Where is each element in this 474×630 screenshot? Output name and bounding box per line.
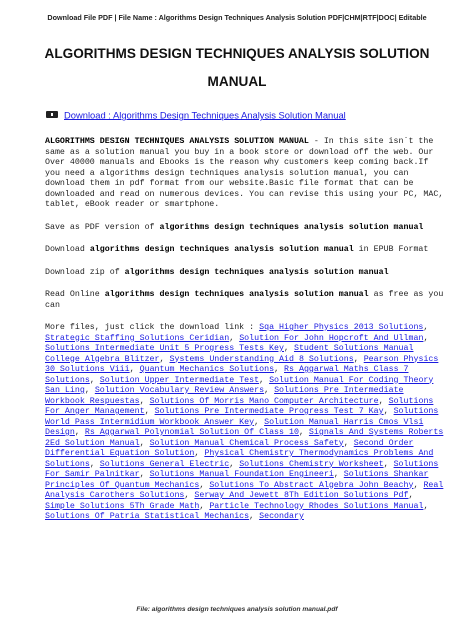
intro-bold: ALGORITHMS DESIGN TECHNIQUES ANALYSIS SOLUTION MANUAL xyxy=(45,137,309,146)
related-file-link[interactable]: Particle Technology Rhodes Solutions Manual xyxy=(209,501,424,511)
related-file-link[interactable]: Physical Chemistry Thermodynamics Problems And Solutions xyxy=(45,449,434,469)
related-file-link[interactable]: Solution For John Hopcroft And Ullman xyxy=(239,333,424,343)
format-post: in EPUB Format xyxy=(353,245,429,254)
page-footer: File: algorithms design techniques analysis solution manual.pdf xyxy=(136,606,338,613)
related-file-link[interactable]: Secondary xyxy=(259,512,304,521)
related-file-link[interactable]: Solution Vocabulary Review Answers xyxy=(94,386,265,395)
format-line xyxy=(45,245,445,256)
format-line xyxy=(45,268,445,279)
related-file-link[interactable]: Signals And Systems Roberts 2Ed Solution Manual xyxy=(45,428,444,448)
related-file-link[interactable]: Second Order Differential Equation Solution xyxy=(45,438,414,458)
format-post: as free as you can xyxy=(45,290,444,310)
download-row xyxy=(46,106,346,120)
related-file-link[interactable]: Solutions To Abstract Algebra John Beachy xyxy=(209,480,414,490)
format-pre: Download xyxy=(45,245,90,254)
related-file-link[interactable]: Real Analysis Carothers Solutions xyxy=(45,480,444,500)
intro-text: - In this site isn`t the same as a solution manual you buy in a book store or download off the web. Our Over 40000 manuals and Ebooks is the reason why customers keep coming back.If you need a algorithms design techniques analysis solution manual, you can download them in pdf format from our website.Basic file format that can be downloaded and read on numerous devices. You can revise this using your PC, MAC, tablet, eBook reader or smartphone. xyxy=(45,137,444,209)
document-body xyxy=(45,137,445,535)
related-file-link[interactable]: Systems Understanding Aid 8 Solutions xyxy=(169,354,354,364)
related-file-link[interactable]: Rs Aggarwal Maths Class 7 Solutions xyxy=(45,365,409,385)
related-file-link[interactable]: Solutions Chemistry Worksheet xyxy=(239,459,384,469)
related-file-link[interactable]: Solution Manual Chemical Process Safety xyxy=(149,438,344,448)
download-link[interactable]: Download : Algorithms Design Techniques Analysis Solution Manual xyxy=(64,109,346,121)
related-file-link[interactable]: Solutions World Pass Intermidium Workbook Answer Key xyxy=(45,407,439,427)
related-file-link[interactable]: Solutions For Anger Management xyxy=(45,396,434,416)
format-pre: Download zip of xyxy=(45,267,125,277)
download-icon xyxy=(46,111,58,118)
related-file-link[interactable]: Solutions General Electric xyxy=(99,459,230,469)
related-file-link[interactable]: Solutions Pre Intermediate Progress Test 7 Kay xyxy=(154,407,384,416)
format-bold: algorithms design techniques analysis solution manual xyxy=(124,267,389,277)
related-file-link[interactable]: Solutions Pre Intermediate Workbook Respuestas xyxy=(45,386,404,406)
related-file-link[interactable]: Sqa Higher Physics 2013 Solutions xyxy=(259,323,424,332)
related-file-link[interactable]: Solution Upper Intermediate Test xyxy=(99,375,260,385)
format-bold: algorithms design techniques analysis solution manual xyxy=(159,222,424,232)
related-file-link[interactable]: Pearson Physics 30 Solutions Viii xyxy=(45,354,439,374)
more-files-lead: More files, just click the download link : xyxy=(45,323,260,332)
related-file-link[interactable]: Solutions For Samir Palnitkar xyxy=(45,459,439,479)
intro-paragraph xyxy=(45,137,445,211)
format-line xyxy=(45,223,445,234)
related-file-link[interactable]: Solution Manual Harris Cmos Vlsi Design xyxy=(45,417,424,437)
related-file-link[interactable]: Student Solutions Manual College Algebra Blitzer xyxy=(45,344,414,364)
page-header: Download File PDF | File Name : Algorithms Design Techniques Analysis Solution PDF|CHM|RTF|DOC| Editable xyxy=(47,13,427,22)
format-pre: Save as PDF version of xyxy=(45,222,160,232)
related-file-link[interactable]: Strategic Staffing Solutions Ceridian xyxy=(45,333,230,343)
more-files-paragraph: More files, just click the download link : Sqa Higher Physics 2013 Solutions, Strategic Staffing Solutions Ceridian, Solution For John Hopcroft And Ullman, Solutions Intermediate Unit 5 Progress Tests Key, Student Solutions Manual College Algebra Blitzer, Systems Understanding Aid 8 Solutions, Pearson Physics 30 Solutions Viii, Quantum Mechanics Solutions, Rs Aggarwal Maths Class 7 Solutions, Solution Upper Intermediate Test, Solution Manual For Coding Theory San Ling, Solution Vocabulary Review Answers, Solutions Pre Intermediate Workbook Respuestas, Solutions Of Morris Mano Computer Architecture, Solutions For Anger Management, Solutions Pre Intermediate Progress Test 7 Kay, Solutions World Pass Intermidium Workbook Answer Key, Solution Manual Harris Cmos Vlsi Design, Rs Aggarwal Polynomial Solution Of Class 10, Signals And Systems Roberts 2Ed Solution Manual, Solution Manual Chemical Process Safety, Second Order Differential Equation Solution, Physical Chemistry Thermodynamics Problems And Solutions, Solutions General Electric, Solutions Chemistry Worksheet, Solutions For Samir Palnitkar, Solutions Manual Foundation Engineeri, Solutions Shankar Principles Of Quantum Mechanics, Solutions To Abstract Algebra John Beachy, Real Analysis Carothers Solutions, Serway And Jewett 8Th Edition Solutions Pdf, Simple Solutions 5Th Grade Math, Particle Technology Rhodes Solutions Manual, Solutions Of Patria Statistical Mechanics, Secondary xyxy=(45,323,444,521)
format-bold: algorithms design techniques analysis solution manual xyxy=(89,245,354,254)
related-file-link[interactable]: Solutions Intermediate Unit 5 Progress Tests Key xyxy=(45,344,284,353)
related-file-link[interactable]: Solution Manual For Coding Theory San Ling xyxy=(45,375,434,395)
related-file-link[interactable]: Solutions Of Patria Statistical Mechanics xyxy=(45,512,250,521)
related-file-link[interactable]: Rs Aggarwal Polynomial Solution Of Class 10 xyxy=(84,428,299,437)
related-file-link[interactable]: Quantum Mechanics Solutions xyxy=(139,365,275,374)
document-title: ALGORITHMS DESIGN TECHNIQUES ANALYSIS SOLUTION MANUAL xyxy=(44,46,430,89)
related-file-link[interactable]: Solutions Manual Foundation Engineeri xyxy=(149,470,334,479)
related-file-link[interactable]: Solutions Of Morris Mano Computer Architecture xyxy=(149,396,379,406)
format-line xyxy=(45,290,445,311)
related-file-link[interactable]: Simple Solutions 5Th Grade Math xyxy=(45,501,200,511)
related-file-link[interactable]: Solutions Shankar Principles Of Quantum Mechanics xyxy=(45,470,429,490)
format-pre: Read Online xyxy=(45,290,105,299)
related-file-link[interactable]: Serway And Jewett 8Th Edition Solutions Pdf xyxy=(194,491,409,500)
format-bold: algorithms design techniques analysis solution manual xyxy=(104,290,369,299)
